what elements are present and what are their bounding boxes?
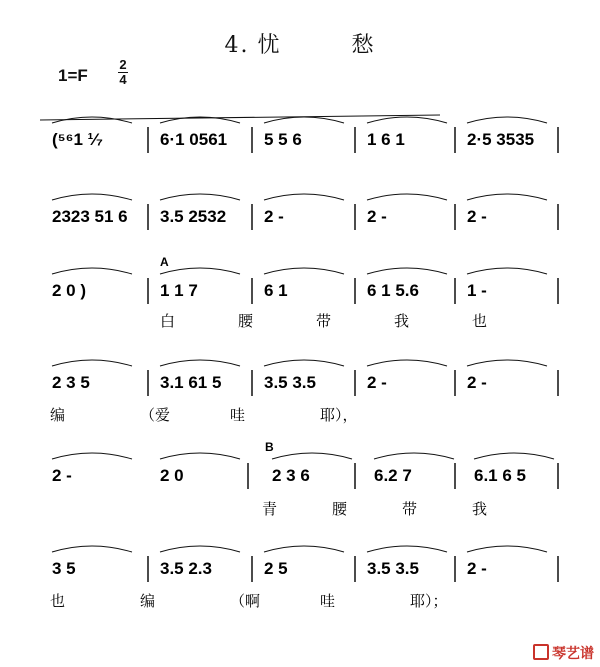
slur-mark (467, 194, 547, 200)
slur-mark (474, 453, 554, 459)
slur-mark (264, 360, 344, 366)
measure-notes: (⁵⁶1 ¹⁄₇ (52, 130, 103, 149)
score-row (52, 194, 558, 230)
title-char-right: 愁 (351, 33, 376, 58)
lyric-word: 也 (472, 313, 488, 330)
piece-number: 4. (224, 33, 250, 58)
key-signature: 1=F (58, 66, 88, 85)
measure-notes: 2 - (367, 373, 387, 392)
slur-mark (467, 546, 547, 552)
measure-notes: 2323 51 6 (52, 207, 128, 226)
measure-notes: 3.5 2532 (160, 207, 227, 226)
score-row (52, 117, 558, 153)
slur-mark (467, 268, 547, 274)
score-row (52, 255, 558, 330)
lyric-word: 腰 (238, 313, 254, 330)
slur-mark (52, 268, 132, 274)
lyric-word: 哇 (320, 593, 336, 610)
measure-notes: 3.5 3.5 (264, 373, 316, 392)
meter-bottom: 4 (119, 72, 127, 87)
measure-notes: 2·5 3535 (467, 130, 535, 149)
measure-notes: 2 - (367, 207, 387, 226)
slur-mark (52, 360, 132, 366)
slur-mark (467, 360, 547, 366)
slur-mark (264, 268, 344, 274)
lyric-word: 编 (50, 407, 66, 424)
lyric-word: 哇 (230, 407, 246, 424)
slur-mark (367, 268, 447, 274)
measure-notes: 6.1 6 5 (474, 466, 526, 485)
measure-notes: 1 - (467, 281, 487, 300)
slur-mark (160, 360, 240, 366)
measure-notes: 2 0 (160, 466, 184, 485)
slur-mark (160, 546, 240, 552)
measure-notes: 2 - (264, 207, 284, 226)
measure-notes: 1 6 1 (367, 130, 405, 149)
lyric-word: 带 (316, 313, 332, 330)
measure-notes: 6 1 (264, 281, 288, 300)
measure-notes: 2 3 5 (52, 373, 90, 392)
watermark-text: 琴艺谱 (552, 645, 594, 661)
piano-logo-icon (533, 644, 549, 660)
lyric-word: 我 (394, 313, 410, 330)
measure-notes: 6·1 0561 (160, 130, 228, 149)
lyric-word: 也 (50, 593, 66, 610)
rehearsal-mark: A (160, 255, 169, 269)
lyric-word: 耶）； (410, 593, 448, 610)
measure-notes: 1 1 7 (160, 281, 198, 300)
score-row (50, 360, 558, 424)
rehearsal-mark: B (265, 440, 274, 454)
lyric-word: 青 (262, 501, 278, 518)
measure-notes: 3 5 (52, 559, 76, 578)
slur-mark (160, 268, 240, 274)
slur-mark (374, 453, 454, 459)
measure-notes: 2 - (467, 373, 487, 392)
slur-mark (160, 453, 240, 459)
lyric-word: 白 (160, 313, 176, 330)
measure-notes: 6.2 7 (374, 466, 412, 485)
slur-mark (367, 117, 447, 123)
title-char-left: 忧 (257, 33, 282, 58)
score-row (50, 546, 558, 610)
measure-notes: 2 3 6 (272, 466, 310, 485)
watermark (533, 643, 594, 663)
measure-notes: 2 - (467, 207, 487, 226)
lyric-word: （爱 (140, 407, 171, 424)
measure-notes: 2 5 (264, 559, 288, 578)
slur-mark (264, 546, 344, 552)
slur-mark (160, 194, 240, 200)
slur-mark (272, 453, 352, 459)
slur-mark (264, 194, 344, 200)
measure-notes: 3.5 2.3 (160, 559, 212, 578)
slur-mark (52, 453, 132, 459)
measure-notes: 2 0 ) (52, 281, 87, 300)
slur-mark (264, 117, 344, 123)
measure-notes: 2 - (52, 466, 72, 485)
lyric-word: 我 (472, 501, 488, 518)
measure-notes: 6 1 5.6 (367, 281, 419, 300)
slur-mark (367, 546, 447, 552)
lyric-word: 耶）， (320, 407, 358, 424)
slur-mark (52, 194, 132, 200)
score-row (52, 440, 558, 518)
slur-mark (467, 117, 547, 123)
meter-top: 2 (119, 57, 127, 72)
lyric-word: 编 (140, 593, 156, 610)
slur-mark (52, 546, 132, 552)
lyric-word: （啊 (230, 593, 261, 610)
slur-mark (367, 194, 447, 200)
measure-notes: 3.5 3.5 (367, 559, 419, 578)
measure-notes: 2 - (467, 559, 487, 578)
lyric-word: 带 (402, 501, 418, 518)
lyric-word: 腰 (332, 501, 348, 518)
measure-notes: 3.1 61 5 (160, 373, 222, 392)
measure-notes: 5 5 6 (264, 130, 302, 149)
slur-mark (367, 360, 447, 366)
